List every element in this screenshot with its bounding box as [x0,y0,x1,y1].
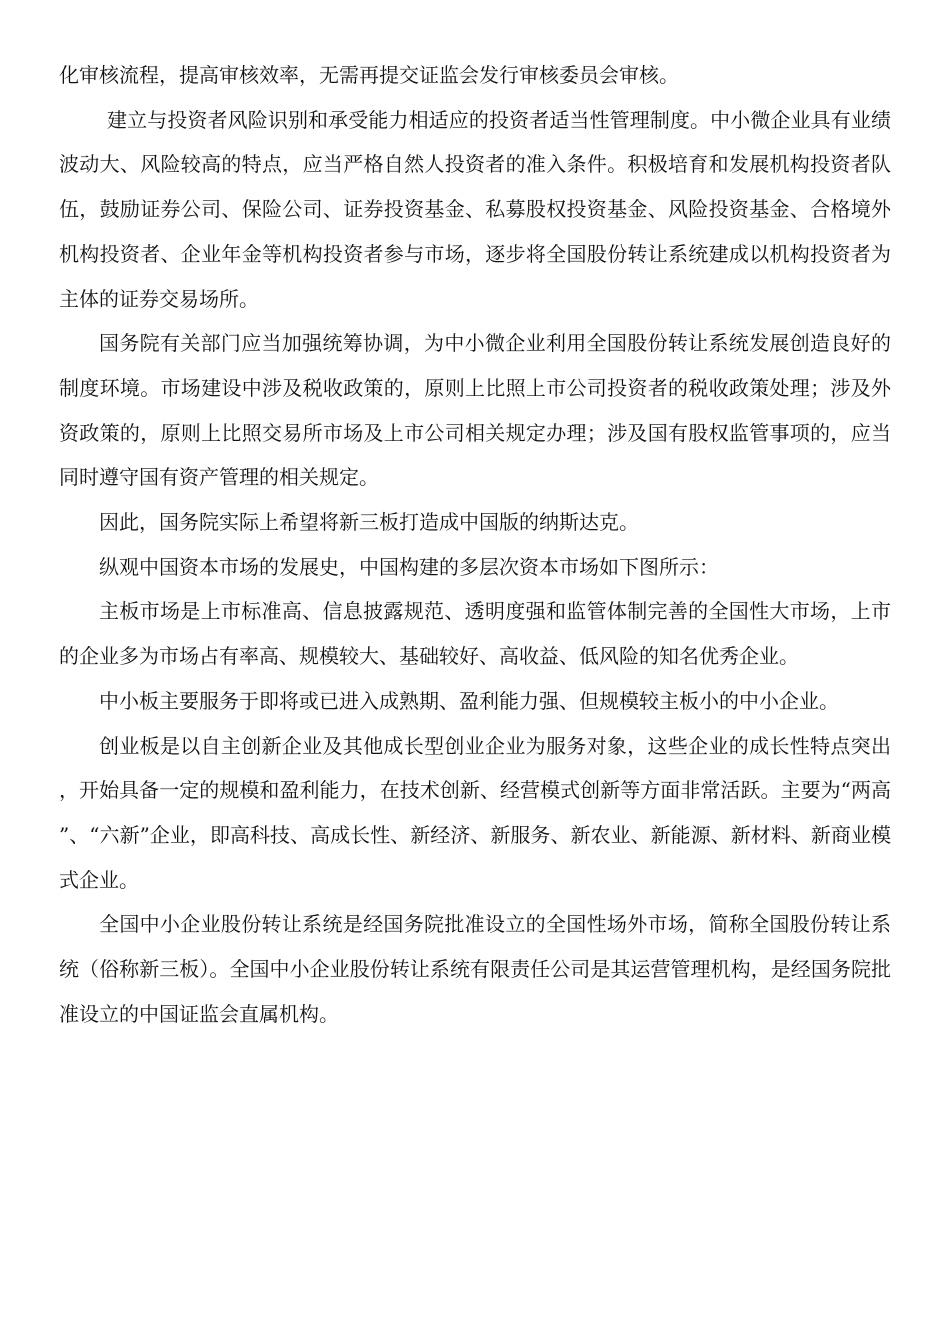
paragraph-continuation: 化审核流程，提高审核效率，无需再提交证监会发行审核委员会审核。 [59,63,679,87]
paragraph-chinext: 创业板是以自主创新企业及其他成长型创业企业为服务对象，这些企业的成长性特点突出，开始具备一定的规模和盈利能力，在技术创新、经营模式创新等方面非常活跃。主要为“两高”、“六新”企业，即高科技、高成长性、新经济、新服务、新农业、新能源、新材料、新商业模式企业。 [59,733,891,892]
paragraph-main-board: 主板市场是上市标准高、信息披露规范、透明度强和监管体制完善的全国性大市场，上市的企业多为市场占有率高、规模较大、基础较好、高收益、低风险的知名优秀企业。 [59,599,891,669]
body-text [59,53,891,1036]
paragraph-neeq: 全国中小企业股份转让系统是经国务院批准设立的全国性场外市场，简称全国股份转让系统（俗称新三板）。全国中小企业股份转让系统有限责任公司是其运营管理机构，是经国务院批准设立的中国证监会直属机构。 [59,912,891,1026]
paragraph-investor-suitability: 建立与投资者风险识别和承受能力相适应的投资者适当性管理制度。中小微企业具有业绩波动大、风险较高的特点，应当严格自然人投资者的准入条件。积极培育和发展机构投资者队伍，鼓励证券公司、保险公司、证券投资基金、私募股权投资基金、风险投资基金、合格境外机构投资者、企业年金等机构投资者参与市场，逐步将全国股份转让系统建成以机构投资者为主体的证券交易场所。 [59,107,891,311]
paragraph-capital-market-overview: 纵观中国资本市场的发展史，中国构建的多层次资本市场如下图所示： [99,554,719,579]
paragraph-nasdaq-goal: 因此，国务院实际上希望将新三板打造成中国版的纳斯达克。 [99,510,639,535]
paragraph-sme-board: 中小板主要服务于即将或已进入成熟期、盈利能力强、但规模较主板小的中小企业。 [99,688,839,713]
paragraph-state-council-coordination: 国务院有关部门应当加强统筹协调，为中小微企业利用全国股份转让系统发展创造良好的制度环境。市场建设中涉及税收政策的，原则上比照上市公司投资者的税收政策处理；涉及外资政策的，原则上比照交易所市场及上市公司相关规定办理；涉及国有股权监管事项的，应当同时遵守国有资产管理的相关规定。 [59,331,891,490]
